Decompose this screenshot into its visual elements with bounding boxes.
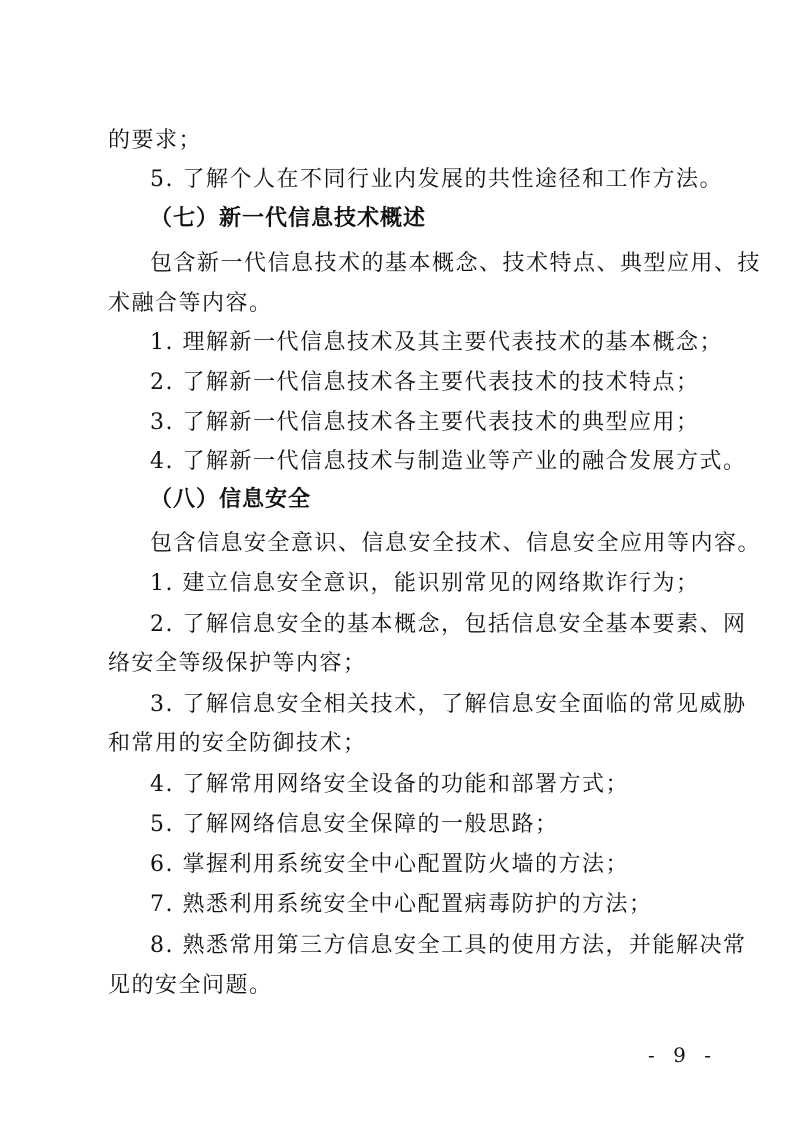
list-item: 1. 理解新一代信息技术及其主要代表技术的基本概念； (150, 330, 723, 355)
list-item: 2. 了解新一代信息技术各主要代表技术的技术特点； (150, 370, 700, 395)
list-item: 5. 了解个人在不同行业内发展的共性途径和工作方法。 (150, 167, 723, 192)
list-item: 4. 了解新一代信息技术与制造业等产业的融合发展方式。 (150, 449, 747, 474)
paragraph-line: 包含新一代信息技术的基本概念、技术特点、典型应用、技 (150, 251, 762, 276)
page-number: - 9 - (648, 1043, 717, 1067)
list-item: 7. 熟悉利用系统安全中心配置病毒防护的方法； (150, 892, 653, 917)
list-item-continuation: 见的安全问题。 (108, 973, 273, 998)
section-heading: （八）信息安全 (150, 487, 312, 512)
list-item: 1. 建立信息安全意识，能识别常见的网络欺诈行为； (150, 571, 700, 596)
list-item: 4. 了解常用网络安全设备的功能和部署方式； (150, 772, 629, 797)
list-item: 2. 了解信息安全的基本概念，包括信息安全基本要素、网 (150, 612, 747, 637)
list-item: 3. 了解新一代信息技术各主要代表技术的典型应用； (150, 410, 700, 435)
text-line: 的要求； (108, 128, 203, 153)
paragraph-line: 术融合等内容。 (108, 291, 273, 316)
list-item: 8. 熟悉常用第三方信息安全工具的使用方法，并能解决常 (150, 933, 747, 958)
list-item-continuation: 和常用的安全防御技术； (108, 731, 367, 756)
section-heading: （七）新一代信息技术概述 (150, 206, 427, 231)
list-item: 6. 掌握利用系统安全中心配置防火墙的方法； (150, 852, 629, 877)
list-item: 3. 了解信息安全相关技术，了解信息安全面临的常见威胁 (150, 692, 747, 717)
list-item-continuation: 络安全等级保护等内容； (108, 651, 367, 676)
paragraph-line: 包含信息安全意识、信息安全技术、信息安全应用等内容。 (150, 531, 762, 556)
list-item: 5. 了解网络信息安全保障的一般思路； (150, 812, 559, 837)
